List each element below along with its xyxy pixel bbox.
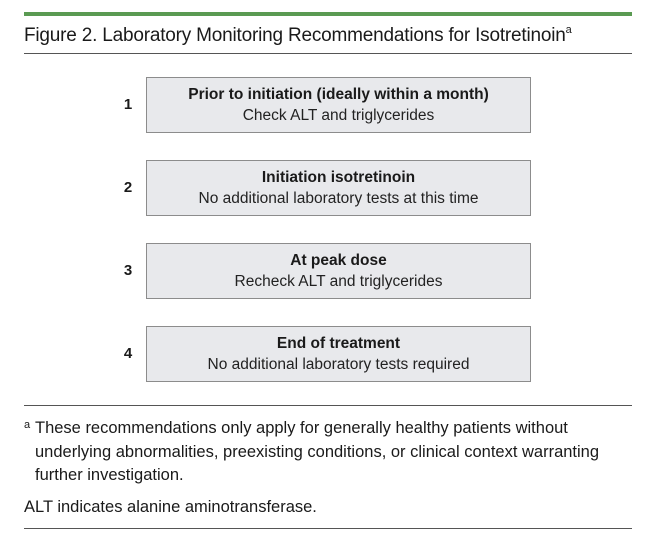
top-accent-rule (24, 12, 632, 16)
step-box (146, 243, 531, 299)
step-description: Recheck ALT and triglycerides (234, 273, 443, 290)
step-title: At peak dose (290, 252, 387, 269)
figure-title (24, 24, 632, 48)
step-2 (0, 160, 660, 216)
figure-title-footnote-marker: a (565, 24, 572, 36)
step-box (146, 77, 531, 133)
step-title: Prior to initiation (ideally within a month) (188, 86, 489, 103)
footnote-marker: a (24, 419, 31, 431)
step-description: No additional laboratory tests required (207, 356, 470, 373)
step-4 (0, 326, 660, 382)
step-number: 3 (123, 262, 133, 279)
step-description: Check ALT and triglycerides (242, 107, 435, 124)
step-3 (0, 243, 660, 299)
bottom-rule (24, 528, 632, 529)
footnote-divider (24, 405, 632, 406)
step-description: No additional laboratory tests at this time (198, 190, 479, 207)
step-number: 1 (123, 96, 133, 113)
step-number: 2 (123, 179, 133, 196)
footnote-text: These recommendations only apply for generally healthy patients without underlying abnormalities, preexisting conditions, or clinical context warranting further investigation. (35, 419, 600, 484)
title-divider (24, 53, 632, 54)
abbreviation-note: ALT indicates alanine aminotransferase. (24, 498, 317, 516)
step-title: End of treatment (276, 335, 401, 352)
step-1 (0, 77, 660, 133)
step-number: 4 (123, 345, 133, 362)
step-title: Initiation isotretinoin (261, 169, 416, 186)
step-box (146, 160, 531, 216)
figure-title-text: Figure 2. Laboratory Monitoring Recommendations for Isotretinoin (24, 25, 566, 46)
step-box (146, 326, 531, 382)
footnote (24, 417, 636, 488)
